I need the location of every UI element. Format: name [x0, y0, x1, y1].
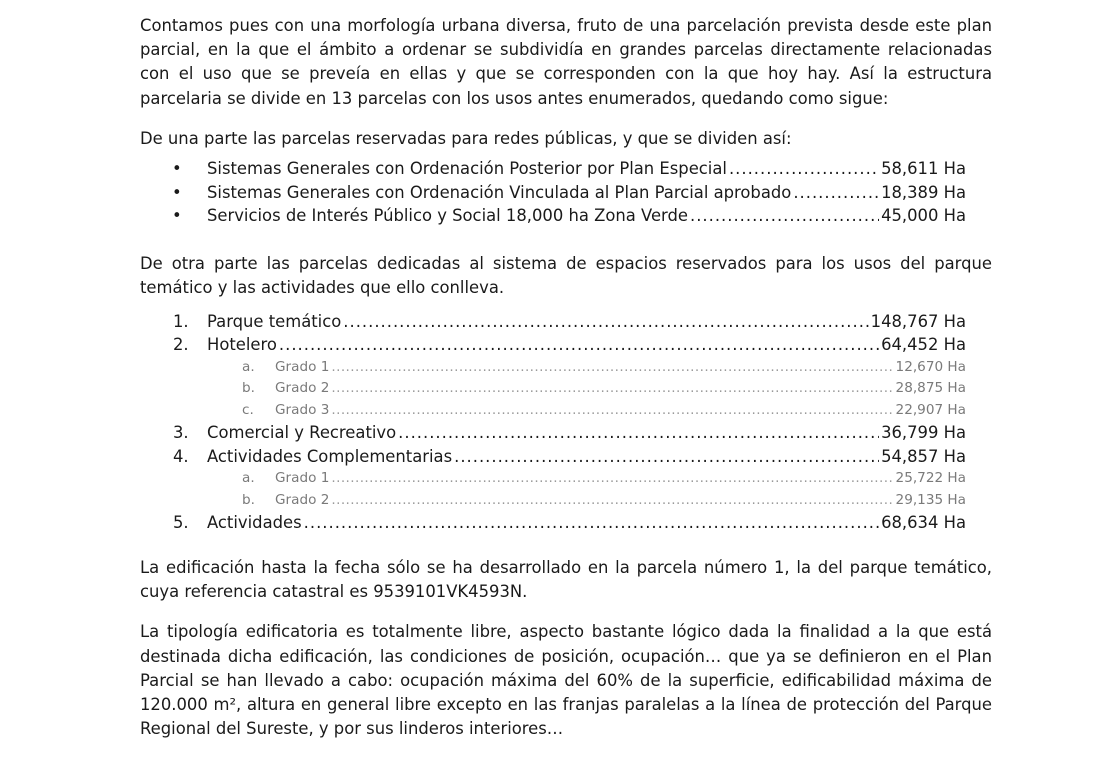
sub-list-item — [140, 400, 966, 422]
paragraph-building-typology: La tipología edificatoria es totalmente libre, aspecto bastante lógico dada la finalidad a la que está destinada dicha edificación, las condiciones de posición, ocupación… que ya se definieron en el Plan Parcial se han llevado a cabo: ocupación máxima del 60% de la superficie, edificabilidad máxima de 120.000 m², altura en general libre excepto en las franjas paralelas a la línea de protección del Parque Regional del Sureste, y por sus linderos interiores… — [140, 622, 992, 739]
sub-list-letter: c. — [242, 401, 254, 418]
list-item — [140, 445, 966, 469]
list-item-value: 58,611 Ha — [881, 159, 966, 179]
sub-list-letter: b. — [242, 380, 255, 397]
list-item — [140, 511, 966, 535]
list-number: 2. — [173, 335, 189, 355]
list-item-value: 45,000 Ha — [881, 206, 966, 226]
list-number: 4. — [173, 446, 189, 466]
paragraph-public-networks-intro: De una parte las parcelas reservadas para redes públicas, y que se dividen así: — [140, 128, 792, 148]
sub-list-letter: a. — [242, 470, 255, 487]
sub-list-item-label: Grado 1 — [275, 470, 330, 487]
list-item-label: Sistemas Generales con Ordenación Posterior por Plan Especial — [207, 159, 727, 179]
bullet-marker: • — [172, 182, 182, 202]
dot-leader — [729, 157, 879, 181]
sub-list-item-label: Grado 2 — [275, 491, 330, 508]
dot-leader — [331, 490, 893, 512]
list-item-label: Comercial y Recreativo — [207, 423, 397, 443]
list-item-label: Sistemas Generales con Ordenación Vinculada al Plan Parcial aprobado — [207, 182, 792, 202]
sub-list-item-label: Grado 2 — [275, 380, 330, 397]
sub-list-item-value: 28,875 Ha — [895, 380, 966, 397]
dot-leader — [793, 181, 879, 205]
list-item — [140, 333, 966, 357]
paragraph-theme-park-intro: De otra parte las parcelas dedicadas al sistema de espacios reservados para los usos del parque temático y las actividades que ello conlleva. — [140, 253, 992, 297]
list-item-value: 148,767 Ha — [870, 311, 966, 331]
list-number: 5. — [173, 513, 189, 533]
sub-list-item — [140, 468, 966, 490]
list-item — [140, 310, 966, 334]
sub-list-item — [140, 378, 966, 400]
dot-leader — [343, 310, 868, 334]
sub-list-letter: b. — [242, 491, 255, 508]
sub-list-item-value: 25,722 Ha — [895, 470, 966, 487]
dot-leader — [690, 204, 879, 228]
sub-list-item-label: Grado 3 — [275, 401, 330, 418]
paragraph-morphology: Contamos pues con una morfología urbana diversa, fruto de una parcelación prevista desde este plan parcial, en la que el ámbito a ordenar se subdividía en grandes parcelas directamente relacionadas con el uso que se preveía en ellas y que se corresponden con la que hoy hay. Así la estructura parcelaria se divide en 13 parcelas con los usos antes enumerados, quedando como sigue: — [140, 16, 992, 108]
dot-leader — [331, 400, 893, 422]
dot-leader — [279, 333, 879, 357]
sub-list-item-value: 22,907 Ha — [895, 401, 966, 418]
list-item — [140, 181, 966, 205]
theme-park-list — [140, 310, 966, 535]
dot-leader — [304, 511, 879, 535]
dot-leader — [331, 468, 893, 490]
sub-list-letter: a. — [242, 358, 255, 375]
sub-list-item-label: Grado 1 — [275, 358, 330, 375]
public-networks-list — [140, 157, 966, 228]
list-item-value: 68,634 Ha — [881, 513, 966, 533]
list-item-value: 64,452 Ha — [881, 335, 966, 355]
paragraph-building-development: La edificación hasta la fecha sólo se ha desarrollado en la parcela número 1, la del parque temático, cuya referencia catastral es 9539101VK4593N. — [140, 557, 992, 602]
list-number: 3. — [173, 423, 189, 443]
list-item-label: Hotelero — [207, 335, 277, 355]
bullet-marker: • — [172, 159, 182, 179]
list-item-label: Actividades Complementarias — [207, 446, 453, 466]
dot-leader — [331, 378, 893, 400]
sub-list-item-value: 29,135 Ha — [895, 491, 966, 508]
list-item-label: Actividades — [207, 513, 302, 533]
bullet-marker: • — [172, 206, 182, 226]
list-number: 1. — [173, 311, 189, 331]
list-item-value: 36,799 Ha — [881, 423, 966, 443]
list-item — [140, 157, 966, 181]
list-item-value: 18,389 Ha — [881, 182, 966, 202]
dot-leader — [331, 357, 893, 379]
list-item — [140, 421, 966, 445]
list-item-label: Parque temático — [207, 311, 342, 331]
sub-list-item-value: 12,670 Ha — [895, 358, 966, 375]
list-item-value: 54,857 Ha — [881, 446, 966, 466]
list-item-label: Servicios de Interés Público y Social 18,000 ha Zona Verde — [207, 206, 688, 226]
sub-list-item — [140, 490, 966, 512]
dot-leader — [398, 421, 879, 445]
list-item — [140, 204, 966, 228]
sub-list-item — [140, 357, 966, 379]
dot-leader — [454, 445, 879, 469]
